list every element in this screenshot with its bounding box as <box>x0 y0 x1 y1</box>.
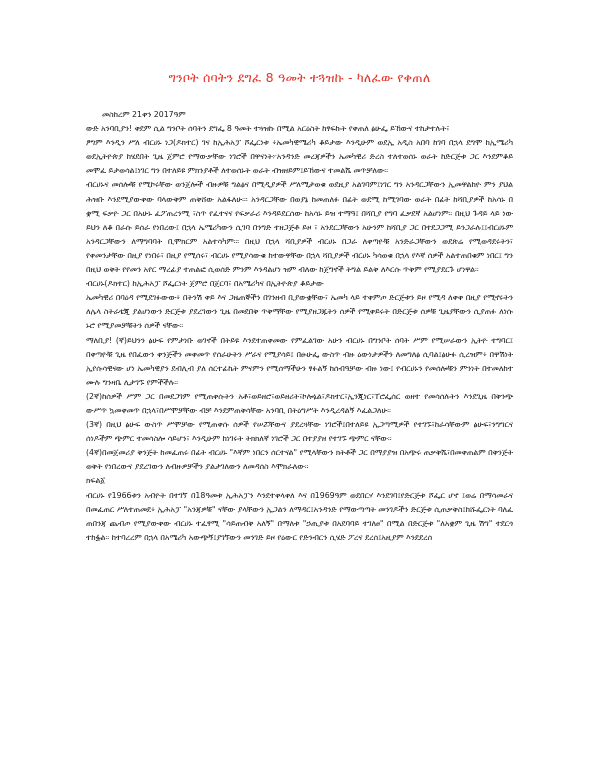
paragraph-berhanu-heading: ብርሀኑ(ዶክተር) ከኢሕአፓ ሾፌርነት ጀምሮ በጀርባ፣ በአሜሪካና በኢትዮጵያ ቆይታው <box>86 279 324 289</box>
document-date: መስከረም 21ቀን 2017ዓም <box>102 110 186 119</box>
paragraph-section-1: ብርሀኑ የ1966ቱን አብዮት በተገኘ በ18ዓመቱ ኢሕአፓን እንደተቀላቀለ እና በ1969ዓም ወደበርሃ እንደገባ፤የድርጅቱ ሾፌር ሆኖ ፤ወሬ በማሳመራና በመፈጠር ሥለተጠመደ፥ ኢሕአፓ "አንጃዎቹ" ናቸው ያላቸውን ኢጋልን ለማዳር፤አንዳንድ የማውጣጣት መንገዶችን ድርጅቱ ሲጠቃቅስ፤ከሹፌርነት ባለፈ ጠበንጃ ጨብጦ የሚያውቀው ብርሀኑ ተፈፃሚ "ሳይጠብቅ አለኝ" በማለቱ "ኃጢያቱ በአደባባይ ተገለፀ" በሚል በድርጅቱ "ለአቋም ጊዜ ሽግ" ተደርጎ ተከፏል። ከተባረረም በኋላ በአሜሪካ አውጭኝ፤ያገኘውን መንገድ ይዞ የዕውር የድንብርን ሲሄድ ፖረና ደረሰ፤አዚያም እንደደረሰ <box>86 490 513 542</box>
document-body <box>86 108 513 545</box>
paragraph-note-4: (4ኛ)በመጀመሪያ ቅንጅት ከመፈጠሩ በፊት ብርሀኑ "እኛም ነበርን ሰርተናል" የሚላቸውን ክትቶች ጋር በማያያዝ በአጭሩ ጠቃቅሼ፣በመቀጠልም በቅንጅት ወቅት የነበረውና ያደረገውን ለብዙዎቻችን ያልታገለውን ለመዳሰስ እሞክራለው። <box>86 448 513 472</box>
paragraph-author-note: ፆግም እንዲን ሥለ ብርሀኑ ነጋ(ዶክተር) ገና ከኢሕአፓ ሾፌርነቱ ፥ኤመካዊሜሪካ ቆይታው እንዲሁም ወደኢ አዲስ አበባ ከገባ በኋላ ደግሞ ከኢሜሪካ ወደኢትዮጵያ ከሄደበት ጊዜ ጀምሮ የማውቃቸው ነገሮች በዋናነት፦አንዳንድ መረጃዎችን ኤመካዊሪ ድረስ ተለተወሰኑ ወራት ከድርጅቱ ጋር እንደምቆይ መሞፈ ይታወሳል፤ነገር ግን በተለይዩ ምክንያቶች ለተወሰኑት ወራት ብዝዘይም፤ይኸውና ተመልሼ መጥቻለው። <box>86 138 513 176</box>
paragraph-note-3: (3ኛ) በዚህ ፅሁፍ ውስጥ ሥሞቻው የሚጠቀሱ ሰዎች የሠሯቸውና ያደረጓቸው ነገሮች፤በተለይዩ ኢጋጣሚዎች የተገኙ፣ከራሳቸውም ፅሁፍ፣ንግግርና ሰነዶችም ጭምር ተመሳስሎ ሳይሆን፣ እንዲሁም ከነገሩት ትክክለኛ ነገሮች ጋር በተያያዘ የተገኙ ጭምር ናቸው። <box>86 420 513 444</box>
paragraph-note-1: ማለቢያ! (ኛ)ይህንን ፅሁፍ የምታነቡ ወገኖች በትይዩ እንደተጠቀመው የምፈልገው አሁን ብርሀኑ በግንቦት ሰባት ሥም የሚሠራውን ኢትዮ ተግባር፤ በቀጣዮቹ ጊዜ የበፈውን ቀንጅችን መቀመጥ የሰራሁትን ሥራና የሚያሳይ፤ በፁሁፌ ውስጥ ብዙ ዕውነታዎችን ለመግለፅ ሲባል፤ፅሁፉ ሲረዝም፥ በዋሽነት ኢየሱሳዊናው ሆነ ኤመካዊያን ደብሊብ ያለ ሰርተፊኬት ምናምን የሚሰማችሁን ፃፉልኝ ከሰብዓቻው ብዙ ነው፤ የብርሀኑን የመሰሎቹን ምንነት በተመለከተ ሙሉ ግንዛቤ ሊታገኙ የምችችሉ። <box>86 335 513 387</box>
paragraph-america: ኤመካዊሪ በባዕዳ የሚደገፉውው፥ በትንሽ ቀይ እና ጋዜጠኞችን በገንዘብ ቢያውቋቸው፣ ኤመካ ላይ ተቀምጦ ድርጅቱን ይዞ የሚዳ ለቀቀ በዚያ የሚኖሩትን ለሌላ ስትራቴጂ ያልሆነውን ድርጅቱ ያደረገውን ጊዜ በመደበቅ ጥቅማቸው የሚያዘጋጁትን ሰዎች የሚቀይሩት በድርጅቱ ሰዎቹ ጊዜያቸውን ሲያጠፉ ለነሱ ኑሮ የሚያመቻቹትን ሰዎች ናቸው። <box>86 293 513 331</box>
paragraph-note-2: (2ኛ)ከሰዎች ሥም ጋር በመደጋገም የሚጠቀሱትን አቶ፣ወይዘሮ፣ወይዘሪት፣ኮሎኔል፣ዶክተር፣ኢንጂነር፣ፐሮፌሰር ወዘተ የመሳሰሉትን እንደጊዜ በቅንጭ ውሥጥ ኳመቀመጥ በኋላ፣በሥሞቻቸው ብቻ እንደምጠቅሳቸው አንባቢ በትዕግሥት እንዲረዳልኝ እፈልጋለሁ። <box>86 391 513 415</box>
paragraph-intro: ውድ አንባቢያን! ቀደም ሲል ግንቦት ሰባትን ደግፌ 8 ዓመት ተጓዝኩ በሚል አርዕስት ከፃፍኩት የቀጠለ ፅሁፌ ይኸውና ተከታተሉት፣ <box>86 124 450 134</box>
paragraph-andargachew: ብርሀኑና መሰሎቹ የሚኮሩቸው ወንጀሎች ብዙዎቹ ግልፅና በሚዲያዎች ሥለሚታወቁ ወደዚያ አልገባም፤ነገር ግን አንዳርጋቸውን ኢመዋልከዮ ምን ያህል ሕዝቡ እንደሚያውቀው ባላውቅም ጠቅሸው አልፋለሁ።፡ አንዳርጋቸው በወያኔ ከመጠለፉ በፊት ወደሚ ከሚገባው ወራት በፊት ከሻቢያዎች ከአሳኑ በ ቋሚ ፍቃዮ ጋር በአሁኑ ፈፖጠረንሚ ፣ስጥ የፈተናና የፍቃራሪ እንዳይደርሰው ከአሳኑ ይዝ ተማዓ፤ በሻቢያ የግባ ፈቃደኛ አልሆነም። በዚህ ጉዳይ ላይ ነው ይህን ለቆ በራሱ ይሰራ የነበረው፤ በኋላ ኤሜሪካውን ሲገባ በንግድ ተዘጋጅቶ ይዞ ፣ አንደርጋቸውን አሁንም ከሻቢያ ጋር በተደጋጋሚ ይንጋራሉ፤፤ብርሀኑም አንዳርጋቸውን ለማግባባት ቢሞክርም አልተሳካም።፡ በዚህ በኋላ ሻቢያዎች ብርሀኑ በጋራ ለቀጣዮቹ አንድራጋቸውን ወደጽሬ የሚወዳደሩትን፣ የቀመንታቸው በዚያ የነበሩ፣ በዚያ የሚሰሩ፣ ብርሀኑ የሚያሳውቁ ከተውዋቸው በኋላ ሻቢያዎች ብርሀኑ ካሳወቁ በኋላ የእኛ ሰዎች አልተጠበቁም ነበር፤ ግን በዚህ ወቅት የየመን አየር ማረፊያ ተጠልፎ ሲወሰድ ምንም እንዳልሆነ ዝም ብለው ከጀግኖች ትግል ይልቅ ለእርሱ ጥቅም የሚያደርጉ ሆነዋል። <box>86 180 513 275</box>
section-heading: ክፍል፩ <box>86 476 106 486</box>
document-title: ግንቦት ሰባትን ደግፈ 8 ዓመት ተጓዝኩ - ካለፈው የቀጠለ <box>168 70 431 85</box>
